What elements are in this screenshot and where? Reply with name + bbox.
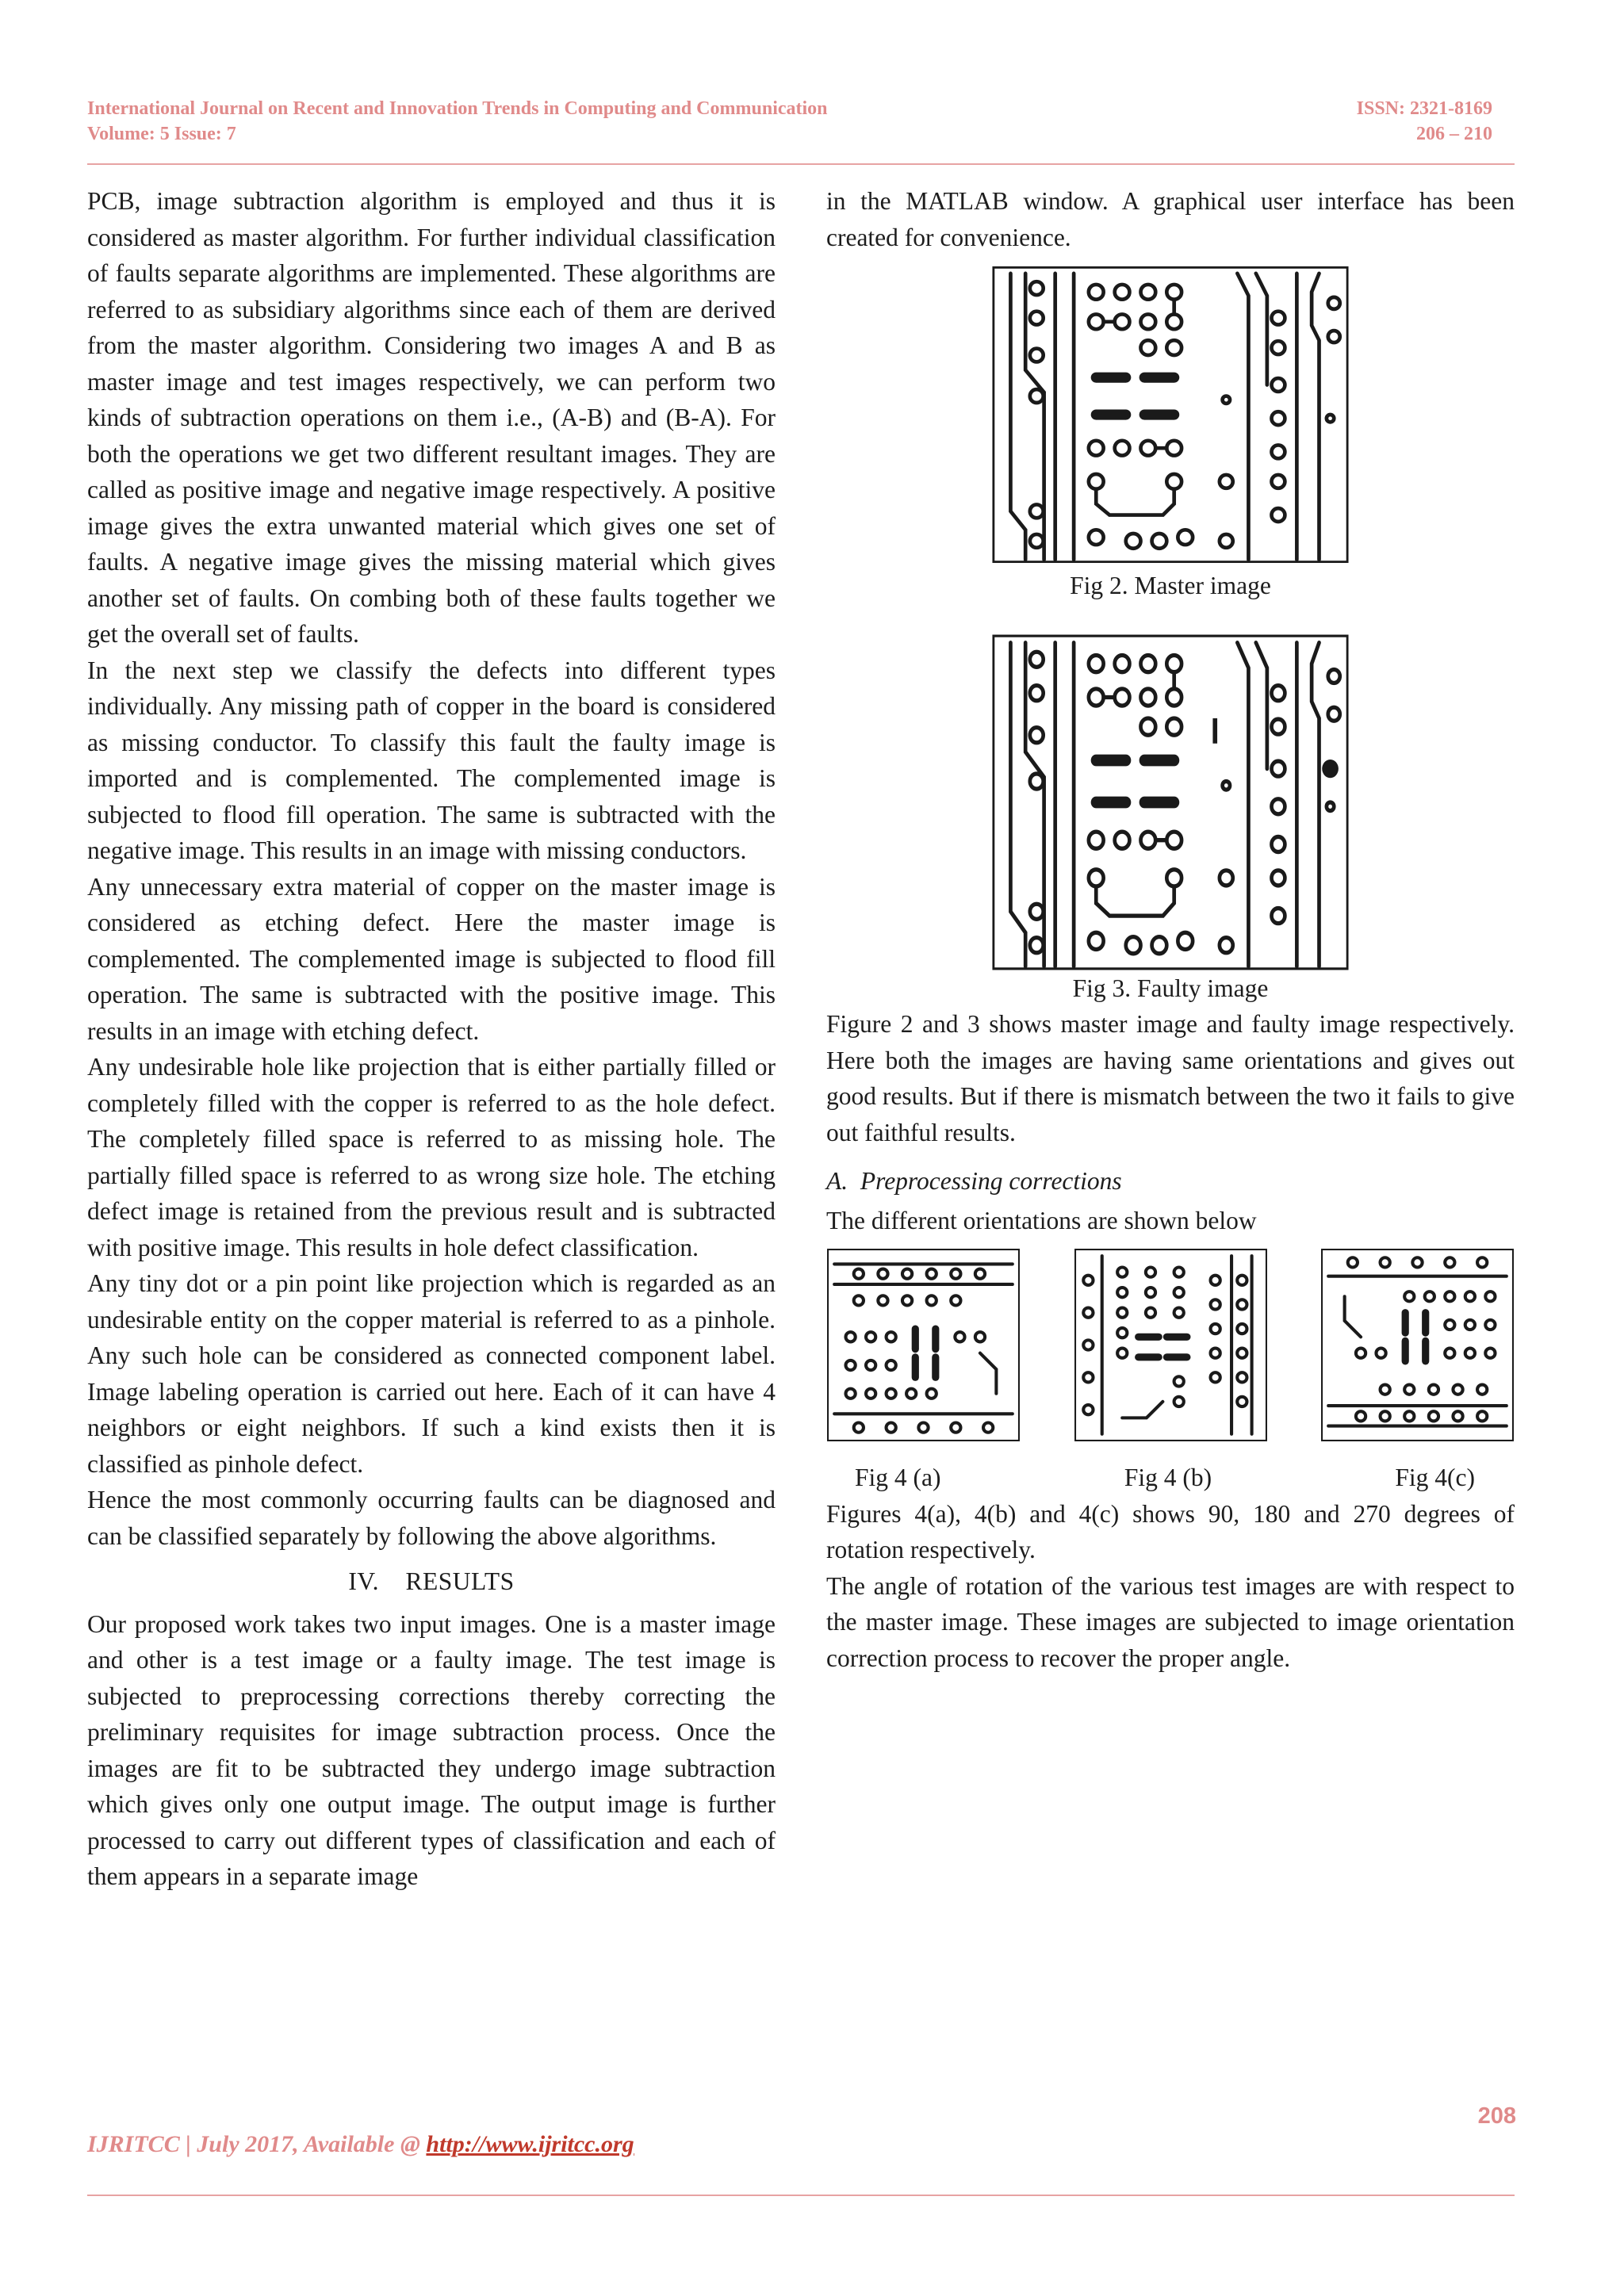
left-column bbox=[87, 183, 776, 1895]
page-number: 208 bbox=[1477, 2103, 1516, 2129]
fig3-caption: Fig 3. Faulty image bbox=[1072, 974, 1269, 1002]
fig4-panels bbox=[826, 1248, 1515, 1442]
paragraph: Any tiny dot or a pin point like projection which is regarded as an undesirable entity on the copper material is referred to as a pinhole. Any such hole can be considered as connected component label. Image labeling operation is carried out here. Each of it can have 4 neighbors or eight neighbors. If such a kind exists then it is classified as pinhole defect. bbox=[87, 1269, 776, 1478]
footer-rule bbox=[87, 2195, 1515, 2196]
issn: ISSN: 2321-8169 bbox=[1356, 98, 1492, 119]
fig4b-image bbox=[1074, 1248, 1268, 1442]
fig4a-caption: Fig 4 (a) bbox=[855, 1464, 941, 1491]
running-header-right bbox=[1357, 96, 1492, 147]
paragraph: The different orientations are shown below bbox=[826, 1206, 1257, 1234]
fig4a-image bbox=[826, 1248, 1021, 1442]
page-range: 206 – 210 bbox=[1416, 124, 1492, 144]
fig2-caption: Fig 2. Master image bbox=[1070, 572, 1271, 599]
paragraph: Our proposed work takes two input images. One is a master image and other is a test image or a faulty image. The test image is subjected to preprocessing corrections thereby correcting the preliminary requisites for image subtraction process. Once the images are fit to be subtracted they undergo image subtraction which gives only one output image. The output image is further processed to carry out different types of classification and each of them appears in a separate image bbox=[87, 1609, 776, 1890]
footer bbox=[87, 2131, 634, 2158]
paragraph: In the next step we classify the defects into different types individually. Any missing path of copper in the board is considered as missing conductor. To classify this fault the faulty image is imported and is complemented. The complemented image is subjected to flood fill operation. The same is subtracted with the negative image. This results in an image with missing conductors. bbox=[87, 656, 776, 864]
section-heading-results: IV. RESULTS bbox=[348, 1567, 515, 1595]
right-column bbox=[826, 183, 1515, 1676]
subsection-heading: A. Preprocessing corrections bbox=[826, 1167, 1122, 1195]
paragraph: Any undesirable hole like projection that is either partially filled or completely filled with the copper is referred to as the hole defect. The completely filled space is referred to as missing hole. The partially filled space is referred to as wrong size hole. The etching defect image is retained from the previous result and is subtracted with positive image. This results in hole defect classification. bbox=[87, 1053, 776, 1261]
fig4c-image bbox=[1320, 1248, 1515, 1442]
volume-issue: Volume: 5 Issue: 7 bbox=[87, 124, 236, 144]
running-header-left bbox=[87, 96, 828, 147]
fig3-faulty-image bbox=[992, 634, 1349, 970]
fig2-master-image bbox=[992, 265, 1349, 564]
paragraph: Figures 4(a), 4(b) and 4(c) shows 90, 180 and 270 degrees of rotation respectively. bbox=[826, 1499, 1515, 1563]
paragraph: PCB, image subtraction algorithm is employed and thus it is considered as master algorithm. For further individual classification of faults separate algorithms are implemented. These algorithms are referred to as subsidiary algorithms since each of them are derived from the master algorithm. Considering two images A and B as master image and test images respectively, we can perform two kinds of subtraction operations on them i.e., (A-B) and (B-A). For both the operations we get two different resultant images. They are called as positive image and negative image respectively. A positive image gives the extra unwanted material which gives one set of faults. A negative image gives the missing material which gives another set of faults. On combing both of these faults together we get the overall set of faults. bbox=[87, 187, 776, 648]
paragraph: The angle of rotation of the various test images are with respect to the master image. These images are subjected to image orientation correction process to recover the proper angle. bbox=[826, 1571, 1515, 1672]
footer-text: IJRITCC | July 2017, Available @ bbox=[87, 2131, 427, 2157]
paragraph: Figure 2 and 3 shows master image and faulty image respectively. Here both the images are having same orientations and gives out good results. But if there is mismatch between the two it fails to give out faithful results. bbox=[826, 1010, 1515, 1146]
paragraph: Any unnecessary extra material of copper on the master image is considered as etching defect. Here the master image is complemented. The complemented image is subjected to flood fill operation. The same is subtracted with the positive image. This results in an image with etching defect. bbox=[87, 872, 776, 1045]
journal-title: International Journal on Recent and Innovation Trends in Computing and Communication bbox=[87, 98, 828, 119]
paragraph: in the MATLAB window. A graphical user interface has been created for convenience. bbox=[826, 187, 1515, 251]
fig4-captions bbox=[826, 1460, 1515, 1496]
paragraph: Hence the most commonly occurring faults can be diagnosed and can be classified separately by following the above algorithms. bbox=[87, 1486, 776, 1550]
fig4c-caption: Fig 4(c) bbox=[1395, 1464, 1475, 1491]
footer-link[interactable]: http://www.ijritcc.org bbox=[426, 2131, 634, 2157]
fig4b-caption: Fig 4 (b) bbox=[1124, 1464, 1212, 1491]
header-rule bbox=[87, 163, 1515, 165]
